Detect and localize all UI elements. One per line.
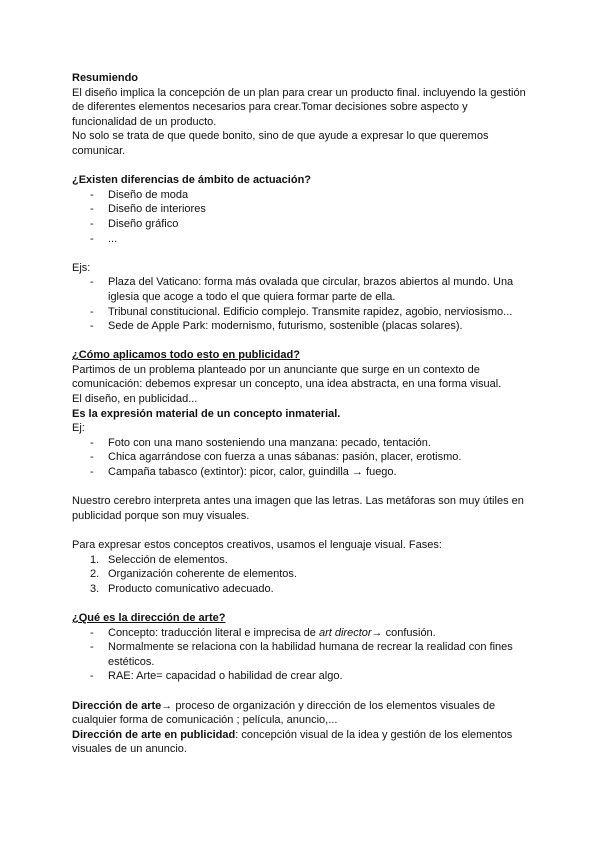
heading-direccion: ¿Qué es la dirección de arte?	[72, 611, 226, 624]
list-item: - Diseño gráfico	[72, 217, 528, 232]
list-item	[72, 567, 528, 582]
definition-term: Dirección de arte en publicidad	[72, 728, 236, 741]
list-item: - Diseño de moda	[72, 188, 528, 203]
item-text: → confusión.	[371, 626, 436, 639]
paragraph: Nuestro cerebro interpreta antes una imagen que las letras. Las metáforas son muy útiles en publicidad porque son muy visuales.	[72, 495, 524, 522]
definition-text: : concepción visual de la idea y gestión de los elementos visuales de un anuncio.	[72, 728, 513, 756]
list-item: - Sede de Apple Park: modernismo, futurismo, sostenible (placas solares).	[72, 319, 528, 334]
list-item	[72, 582, 528, 597]
list-ambitos	[72, 188, 528, 246]
list-number: 1.	[90, 553, 100, 566]
list-item-text: Organización coherente de elementos.	[108, 568, 297, 581]
list-examples	[72, 275, 528, 333]
list-item: - Foto con una mano sosteniendo una manzana: pecado, tentación.	[72, 436, 528, 451]
list-phases	[72, 553, 528, 597]
list-item-text: Producto comunicativo adecuado.	[108, 582, 274, 595]
examples-label: Ejs:	[72, 261, 91, 274]
paragraph: El diseño, en publicidad...	[72, 393, 198, 406]
heading-publicidad: ¿Cómo aplicamos todo esto en publicidad?	[72, 349, 300, 362]
list-number: 3.	[90, 582, 100, 595]
definition-paragraph	[72, 699, 528, 728]
list-item: - Plaza del Vaticano: forma más ovalada que circular, brazos abiertos al mundo. Una iglesia que acoge a todo el que quiera formar parte de ella.	[72, 275, 528, 304]
heading-ambito: ¿Existen diferencias de ámbito de actuación?	[72, 174, 312, 187]
list-item: - RAE: Arte= capacidad o habilidad de crear algo.	[72, 669, 528, 684]
example-label: Ej:	[72, 422, 85, 435]
paragraph: Partimos de un problema planteado por un anunciante que surge en un contexto de comunicación: debemos expresar un concepto, una idea abstracta, en una forma visual.	[72, 363, 502, 391]
list-item	[72, 553, 528, 568]
bold-statement: Es la expresión material de un concepto inmaterial.	[72, 407, 341, 420]
document-content	[72, 71, 528, 757]
list-item-text: Selección de elementos.	[108, 553, 228, 566]
paragraph: No solo se trata de que quede bonito, sino de que ayude a expresar lo que queremos comunicar.	[72, 130, 489, 157]
list-item: - Campaña tabasco (extintor): picor, calor, guindilla → fuego.	[72, 465, 528, 480]
list-ad-examples	[72, 436, 528, 480]
list-number: 2.	[90, 568, 100, 581]
list-item: - Normalmente se relaciona con la habilidad humana de recrear la realidad con fines estéticos.	[72, 640, 528, 669]
list-item: - Diseño de interiores	[72, 202, 528, 217]
list-direccion	[72, 626, 528, 684]
heading-resumiendo: Resumiendo	[72, 72, 139, 84]
definition-paragraph	[72, 728, 528, 757]
definition-text: → proceso de organización y dirección de los elementos visuales de cualquier forma de comunicación ; película, anuncio,...	[72, 699, 496, 727]
list-item	[72, 626, 528, 641]
list-item: - ...	[72, 232, 528, 247]
definition-term: Dirección de arte	[72, 699, 162, 712]
list-item: - Tribunal constitucional. Edificio complejo. Transmite rapidez, agobio, nerviosismo...	[72, 305, 528, 320]
paragraph: El diseño implica la concepción de un plan para crear un producto final. incluyendo la gestión de diferentes elementos necesarios para crear.Tomar decisiones sobre aspecto y funcionalidad de un producto.	[72, 86, 526, 128]
item-emphasis: art director	[318, 626, 372, 639]
item-text: Concepto: traducción literal e imprecisa de	[108, 626, 319, 639]
paragraph: Para expresar estos conceptos creativos, usamos el lenguaje visual. Fases:	[72, 539, 442, 551]
list-item: - Chica agarrándose con fuerza a unas sábanas: pasión, placer, erotismo.	[72, 450, 528, 465]
